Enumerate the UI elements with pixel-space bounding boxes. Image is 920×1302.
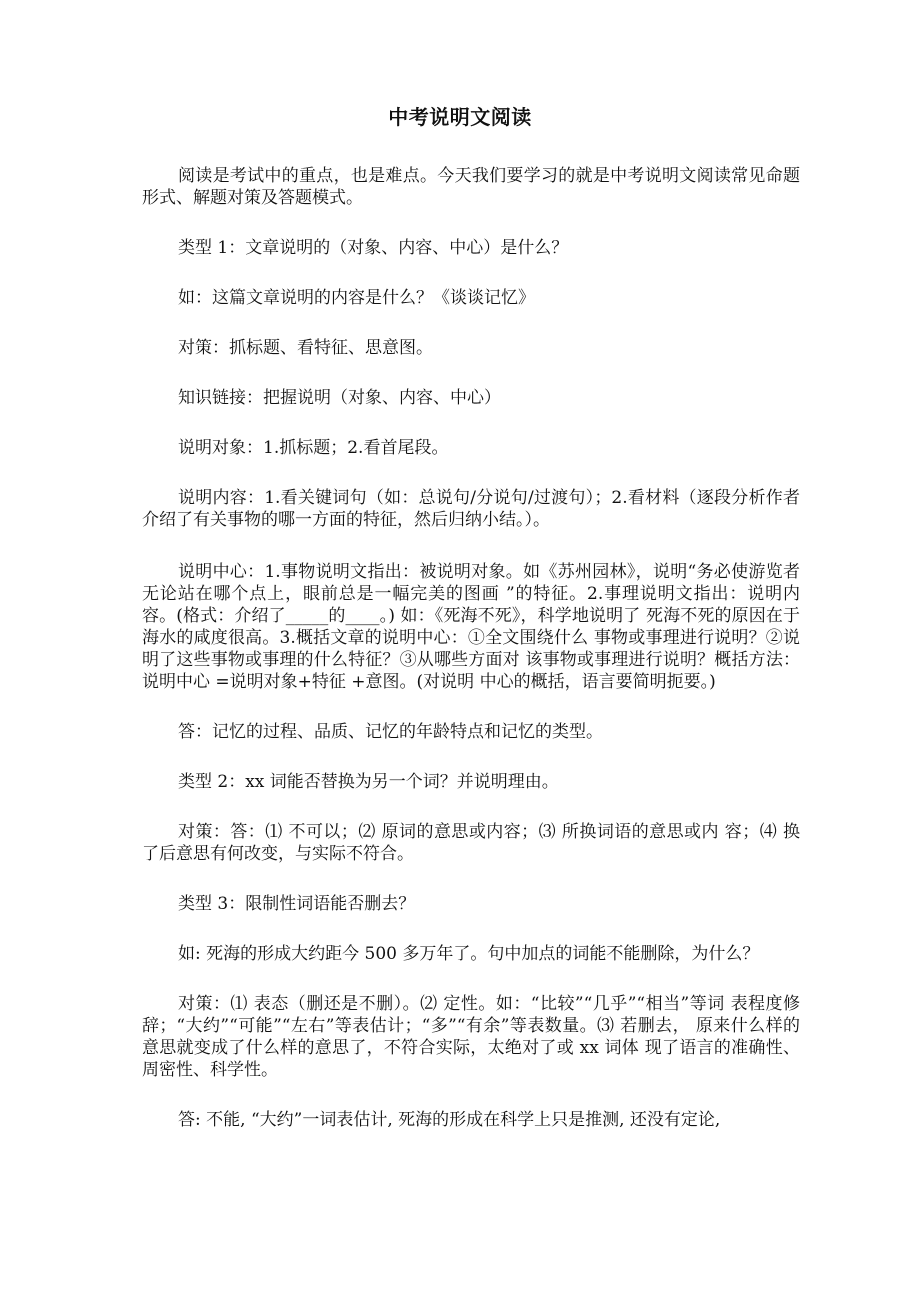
paragraph-answer-3: 答: 不能, “大约”一词表估计, 死海的形成在科学上只是推测, 还没有定论,: [178, 1110, 721, 1130]
paragraph-strategy-1: 对策：抓标题、看特征、思意图。: [178, 338, 433, 358]
paragraph-explain-object: 说明对象：1.抓标题；2.看首尾段。: [178, 438, 449, 458]
document-body: [142, 165, 800, 1131]
paragraph-knowledge-link: 知识链接：把握说明（对象、内容、中心）: [178, 388, 501, 408]
paragraph-example-1: 如：这篇文章说明的内容是什么？《谈谈记忆》: [178, 288, 535, 308]
paragraph-example-3: 如: 死海的形成大约距今 500 多万年了。句中加点的词能不能删除，为什么？: [178, 944, 760, 964]
paragraph-explain-content: 说明内容：1.看关键词句（如：总说句/分说句/过渡句）；2.看材料（逐段分析作者介绍了有关事物的哪一方面的特征，然后归纳小结。）。: [142, 488, 800, 530]
paragraph-type-3: 类型 3：限制性词语能否删去？: [178, 894, 416, 914]
paragraph-strategy-3: 对策：⑴ 表态（删还是不删）。⑵ 定性。如：“比较”“几乎”“相当”等词 表程度修辞；“大约”“可能”“左右”等表估计；“多”“有余”等表数量。⑶ 若删去， 原来什么样的意思就变成了什么样的意思了，不符合实际，太绝对了或 xx 词体 现了语言的准确性、周密性、科学性。: [142, 994, 800, 1080]
paragraph-strategy-2: 对策：答：⑴ 不可以；⑵ 原词的意思或内容；⑶ 所换词语的意思或内 容；⑷ 换了后意思有何改变，与实际不符合。: [142, 822, 800, 864]
paragraph-type-1: 类型 1：文章说明的（对象、内容、中心）是什么？: [178, 238, 569, 258]
document-title: 中考说明文阅读: [388, 105, 532, 129]
paragraph-answer-1: 答：记忆的过程、品质、记忆的年龄特点和记忆的类型。: [178, 722, 603, 742]
paragraph-explain-center: 说明中心：1.事物说明文指出：被说明对象。如《苏州园林》，说明“务必使游览者无论站在哪个点上，眼前总是一幅完美的图画 ”的特征。2.事理说明文指出：说明内容。(格式：介绍了_____的____。) 如：《死海不死》，科学地说明了 死海不死的原因在于海水的咸度很高。3.概括文章的说明中心：①全文围绕什么 事物或事理进行说明？②说明了这些事物或事理的什么特征？③从哪些方面对 该事物或事理进行说明？概括方法：说明中心 =说明对象+特征 +意图。(对说明 中心的概括，语言要简明扼要。): [142, 562, 800, 692]
paragraph-type-2: 类型 2：xx 词能否替换为另一个词？并说明理由。: [178, 772, 559, 792]
paragraph-intro: 阅读是考试中的重点，也是难点。今天我们要学习的就是中考说明文阅读常见命题形式、解题对策及答题模式。: [142, 166, 800, 208]
